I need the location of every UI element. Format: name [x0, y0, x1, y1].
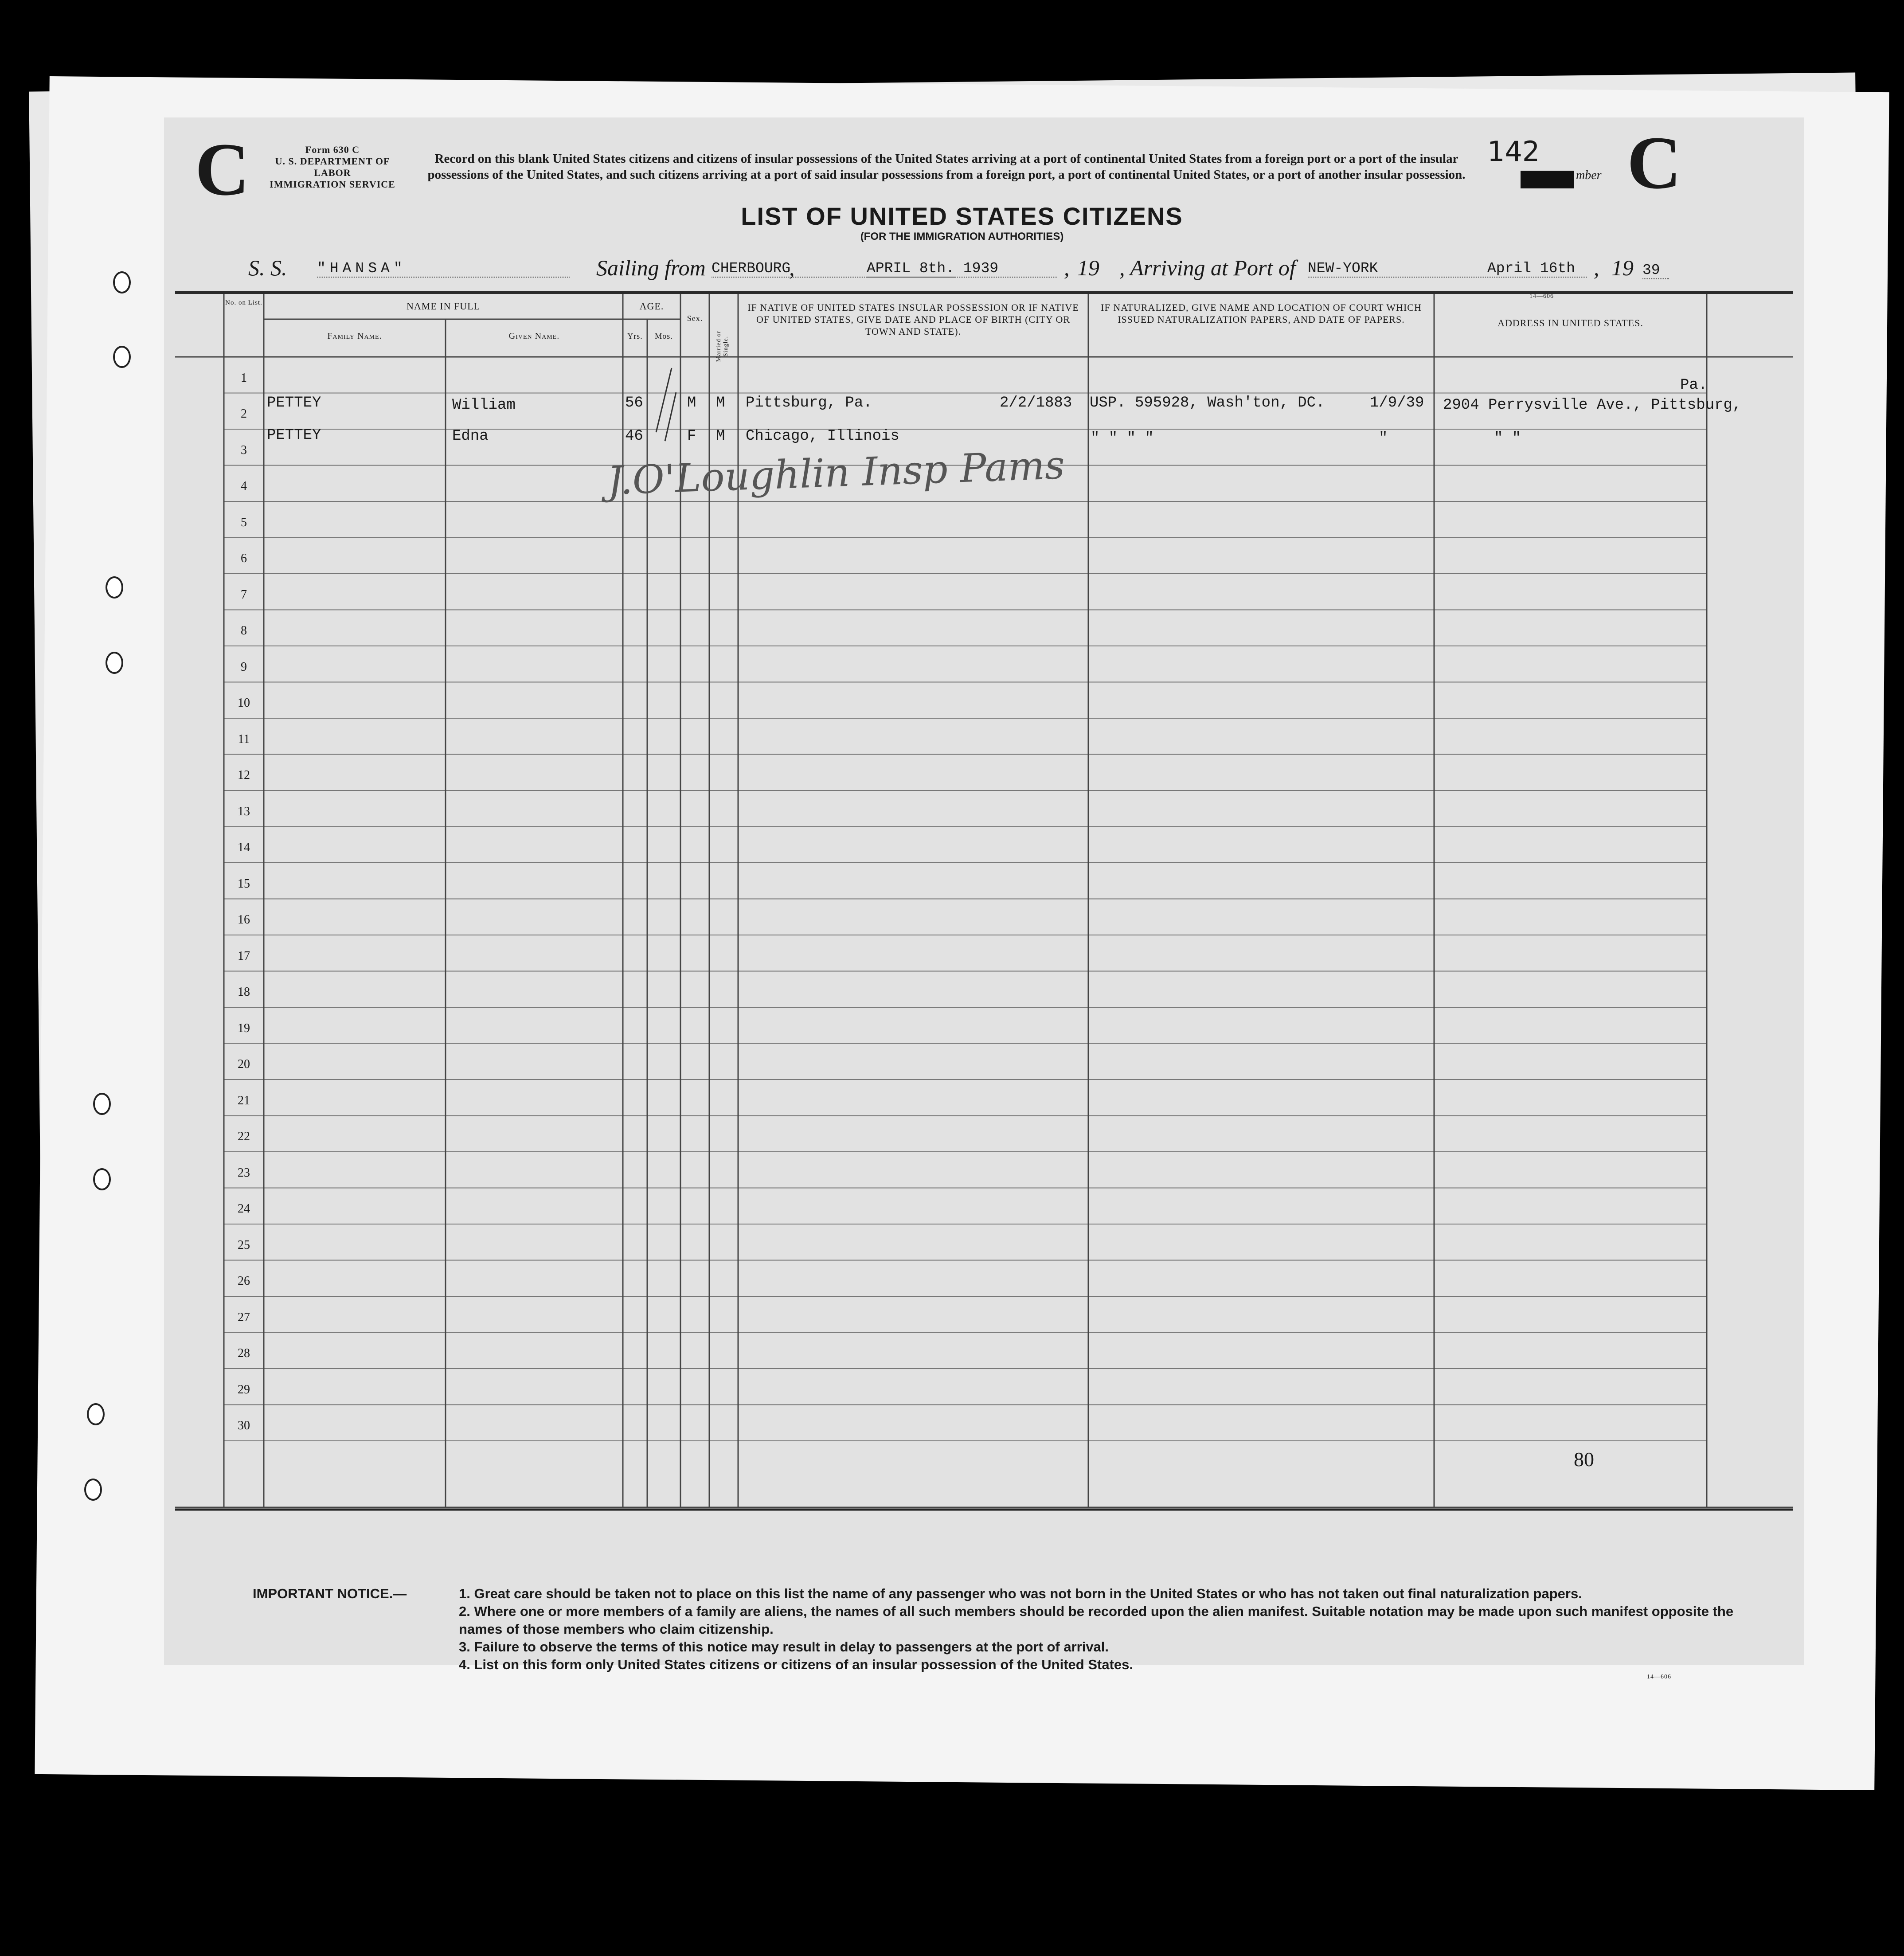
row-number: 27	[238, 1310, 250, 1324]
manifest-form	[164, 117, 1804, 1680]
row-number: 10	[238, 696, 250, 710]
ss-label: S. S.	[248, 255, 287, 280]
row-number: 5	[241, 515, 247, 529]
row-number: 28	[238, 1346, 250, 1360]
number-label: mber	[1576, 168, 1602, 182]
form-number: Form 630 C	[305, 144, 360, 155]
row-2-naturalization-court: " " " "	[1091, 430, 1154, 447]
row-number: 8	[241, 624, 247, 638]
row-number: 3	[241, 443, 247, 457]
service-name: IMMIGRATION SERVICE	[270, 179, 395, 190]
row-2-family-name: PETTEY	[267, 427, 321, 444]
table-grid	[164, 117, 1804, 1665]
comma: ,	[789, 255, 795, 280]
row-number: 6	[241, 552, 247, 565]
row-number: 21	[238, 1093, 250, 1107]
row-number: 20	[238, 1057, 250, 1071]
row-number: 7	[241, 587, 247, 602]
comma: ,	[1594, 255, 1599, 280]
header-given-name: Given Name.	[508, 331, 560, 341]
row-number: 29	[238, 1382, 250, 1397]
binder-hole	[113, 271, 131, 293]
notice-item: 2. Where one or more members of a family are aliens, the names of all such members should be recorded upon the alien manifest. Suitable notation may be made upon such manifest opposite the names of those members who claim citizenship.	[459, 1604, 1734, 1637]
binder-hole	[93, 1093, 111, 1115]
binder-hole	[84, 1479, 102, 1501]
month-ditto-strokes	[647, 366, 680, 446]
arrival-year-prefix: 19	[1611, 255, 1634, 280]
arrival-year-suffix: 39	[1642, 262, 1669, 279]
form-letter-left: C	[195, 128, 250, 211]
binder-hole	[93, 1168, 111, 1190]
header-age: AGE.	[639, 301, 664, 312]
row-number: 30	[238, 1419, 250, 1432]
row-1-marital-status: M	[716, 395, 725, 411]
row-1-papers-date: 1/9/39	[1370, 395, 1424, 411]
row-number: 23	[238, 1166, 250, 1180]
notice-item: 1. Great care should be taken not to place on this list the name of any passenger who was not born in the United States or who has not taken out final naturalization papers.	[459, 1586, 1582, 1601]
row-1-age-years: 56	[625, 395, 643, 411]
row-2-papers-date: "	[1379, 430, 1388, 447]
notice-heading: IMPORTANT NOTICE.—	[253, 1586, 407, 1601]
row-number: 1	[241, 371, 247, 385]
row-number: 13	[238, 804, 250, 818]
row-1-family-name: PETTEY	[267, 395, 321, 411]
print-code: 14—606	[1529, 293, 1554, 300]
header-address: ADDRESS IN UNITED STATES.	[1497, 317, 1643, 329]
row-number: 16	[238, 913, 250, 927]
form-title: LIST OF UNITED STATES CITIZENS	[741, 202, 1183, 230]
row-1-address-state: Pa.	[1680, 377, 1708, 394]
port-from: CHERBOURG	[712, 260, 955, 278]
binder-hole	[113, 346, 131, 368]
row-number: 15	[238, 876, 250, 891]
handwritten-number: 142	[1487, 135, 1540, 168]
comma: ,	[1064, 255, 1070, 280]
row-number: 24	[238, 1202, 250, 1216]
row-number: 9	[241, 660, 247, 674]
arrival-date: April 16th	[1487, 260, 1576, 277]
row-2-marital-status: M	[716, 428, 725, 445]
row-2-given-name: Edna	[452, 428, 489, 445]
row-number: 26	[238, 1274, 250, 1288]
form-letter-right: C	[1627, 121, 1681, 204]
row-number: 4	[241, 479, 247, 493]
row-number: 25	[238, 1238, 250, 1252]
arriving-label: , Arriving at Port of	[1119, 255, 1296, 280]
header-family-name: Family Name.	[327, 331, 382, 341]
header-naturalized: IF NATURALIZED, GIVE NAME AND LOCATION OF COURT WHICH ISSUED NATURALIZATION PAPERS, AND DATE OF PAPERS.	[1101, 302, 1422, 325]
row-1-naturalization-court: USP. 595928, Wash'ton, DC.	[1090, 395, 1325, 411]
notice-items	[459, 1585, 1771, 1674]
row-1-address: 2904 Perrysville Ave., Pittsburg,	[1443, 397, 1742, 414]
header-sex: Sex.	[687, 314, 703, 323]
sailing-label: Sailing from	[596, 255, 706, 280]
department-name: U. S. DEPARTMENT OF LABOR	[275, 156, 390, 178]
page-count-mark: 80	[1574, 1448, 1594, 1471]
binder-hole	[106, 576, 123, 599]
row-1-birthplace: Pittsburg, Pa.	[746, 395, 872, 411]
port-to: NEW-YORK	[1308, 260, 1587, 278]
row-number: 14	[238, 841, 250, 854]
sail-date: APRIL 8th. 1939	[867, 260, 1057, 278]
row-2-birthplace: Chicago, Illinois	[746, 428, 899, 445]
binder-hole	[87, 1403, 105, 1425]
row-number: 19	[238, 1021, 250, 1035]
header-yrs: Yrs.	[627, 332, 643, 340]
year-prefix: 19	[1077, 255, 1099, 280]
row-number: 18	[238, 985, 250, 999]
row-1-birthdate: 2/2/1883	[1000, 395, 1072, 411]
form-instructions: Record on this blank United States citizens and citizens of insular possessions of the United States arriving at a port of continental United States from a foreign port or a port of the insular possessions of the United States, and such citizens arriving at a port of said insular possessions from a foreign port, a port of continental United States, or a port of another insular possession.	[427, 152, 1466, 182]
row-number: 22	[238, 1130, 250, 1143]
binder-hole	[106, 652, 123, 674]
row-number: 2	[241, 407, 247, 421]
header-birth: IF NATIVE OF UNITED STATES INSULAR POSSESSION OR IF NATIVE OF UNITED STATES, GIVE DATE AND PLACE OF BIRTH (CITY OR TOWN AND STATE).	[747, 302, 1079, 337]
row-number: 12	[238, 768, 250, 782]
ship-name: "HANSA"	[317, 260, 570, 278]
header-no-on-list: No. on List.	[225, 299, 262, 306]
row-number: 11	[238, 732, 250, 746]
notice-item: 4. List on this form only United States citizens or citizens of an insular possession of the United States.	[459, 1657, 1133, 1672]
header-name-in-full: NAME IN FULL	[407, 301, 480, 312]
row-number: 17	[238, 949, 250, 963]
row-2-address: " "	[1494, 430, 1521, 447]
row-2-age-years: 46	[625, 428, 643, 445]
row-1-given-name: William	[452, 397, 516, 414]
row-1-sex: M	[687, 395, 696, 411]
footer-code: 14—606	[1647, 1674, 1671, 1680]
header-mos: Mos.	[655, 332, 673, 340]
form-subtitle: (FOR THE IMMIGRATION AUTHORITIES)	[860, 231, 1064, 243]
header-married-single: Married or Single.	[715, 330, 729, 362]
row-2-sex: F	[687, 428, 696, 445]
notice-item: 3. Failure to observe the terms of this notice may result in delay to passengers at the port of arrival.	[459, 1639, 1109, 1655]
inspector-signature: J.O'Loughlin Insp Pams	[606, 442, 1066, 504]
